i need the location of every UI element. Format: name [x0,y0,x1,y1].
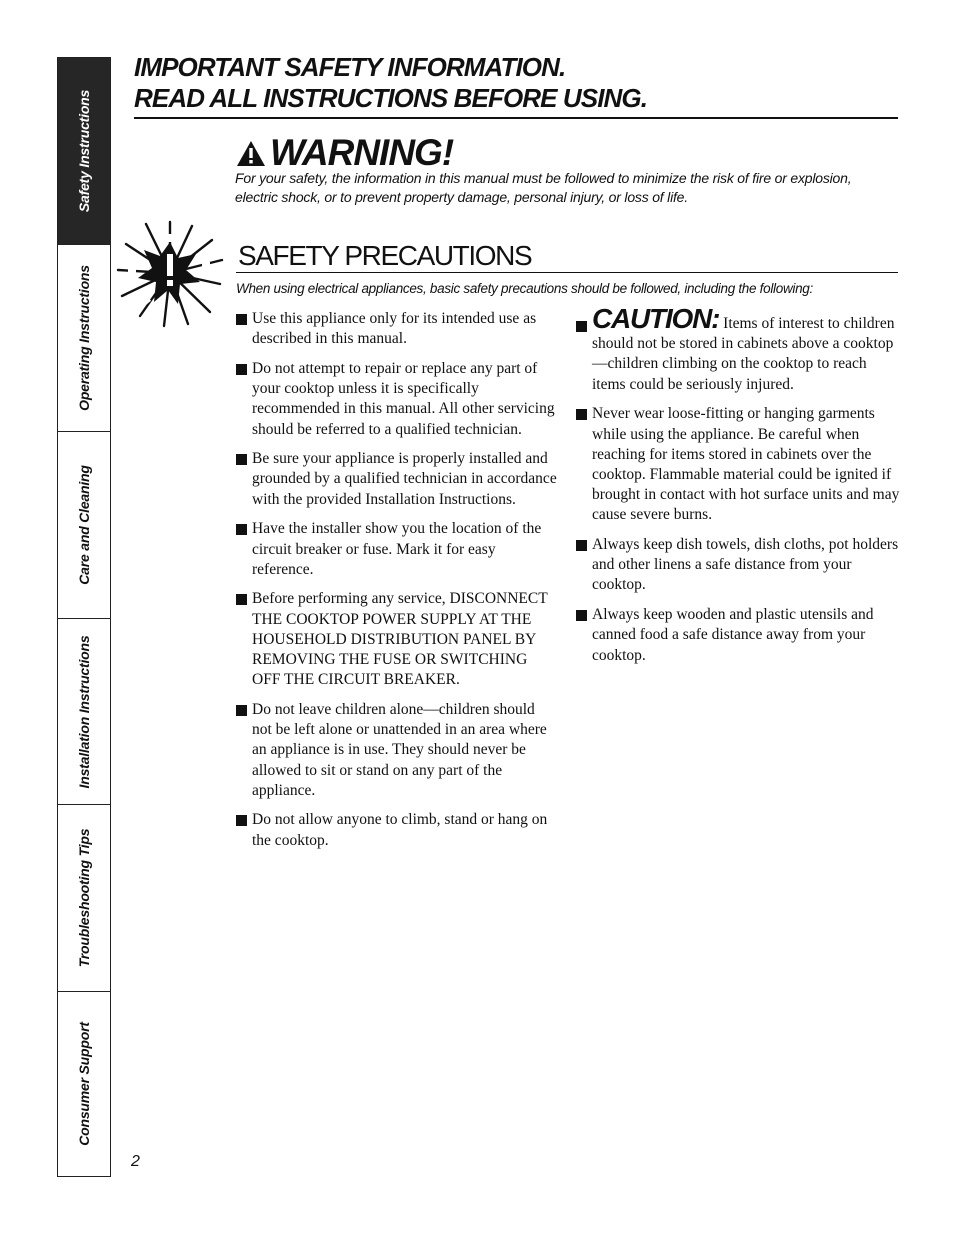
tab-label: Installation Instructions [76,635,92,788]
tab-label: Safety Instructions [76,89,92,213]
list-item: Always keep dish towels, dish cloths, pot holders and other linens a safe distance from your cooktop. [576,535,900,596]
section-intro: When using electrical appliances, basic safety precautions should be followed, including the following: [236,281,813,296]
square-bullet-icon [236,364,247,375]
list-item: Always keep wooden and plastic utensils and canned food a safe distance away from your cooktop. [576,605,900,666]
left-column [236,309,558,860]
page-number: 2 [131,1153,140,1170]
exclamation-burst-icon [114,218,226,328]
square-bullet-icon [236,594,247,605]
section-divider [236,272,898,273]
square-bullet-icon [236,314,247,325]
section-title: SAFETY PRECAUTIONS [238,240,532,271]
header-divider [134,117,898,119]
tab-label: Troubleshooting Tips [76,828,92,968]
list-item: Be sure your appliance is properly installed and grounded by a qualified technician in accordance with the provided Installation Instructions. [236,449,558,510]
tab-troubleshooting-tips[interactable] [58,805,110,992]
warning-title: WARNING! [270,132,454,173]
list-item: Never wear loose-fitting or hanging garments while using the appliance. Be careful when reaching for items stored in cabinets over the cooktop. Flammable material could be ignited if brought in contact with hot surface units and may cause severe burns. [576,404,900,525]
square-bullet-icon [236,454,247,465]
tab-installation-instructions[interactable] [58,619,110,805]
caution-item [576,303,900,395]
tab-label: Care and Cleaning [76,465,92,585]
list-item: Have the installer show you the location of the circuit breaker or fuse. Mark it for easy reference. [236,519,558,580]
page-title [134,52,898,114]
warning-triangle-icon [236,140,266,167]
page-title-line-1: IMPORTANT SAFETY INFORMATION. [134,52,566,82]
square-bullet-icon [236,705,247,716]
square-bullet-icon [576,321,587,332]
list-item: Use this appliance only for its intended use as described in this manual. [236,309,558,349]
square-bullet-icon [576,610,587,621]
tab-operating-instructions[interactable] [58,245,110,432]
square-bullet-icon [236,815,247,826]
tab-safety-instructions[interactable] [58,58,110,245]
page-title-line-2: READ ALL INSTRUCTIONS BEFORE USING. [134,83,648,113]
caution-text: Items of interest to children should not be stored in cabinets above a cooktop—children climbing on the cooktop to reach items could be seriously injured. [592,315,895,393]
warning-heading [236,133,453,173]
list-item: Do not allow anyone to climb, stand or hang on the cooktop. [236,810,558,850]
list-item: Before performing any service, DISCONNECT THE COOKTOP POWER SUPPLY AT THE HOUSEHOLD DISTRIBUTION PANEL BY REMOVING THE FUSE OR SWITCHING OFF THE CIRCUIT BREAKER. [236,589,558,690]
tab-consumer-support[interactable] [58,992,110,1176]
tab-care-and-cleaning[interactable] [58,432,110,619]
tab-label: Operating Instructions [76,265,92,411]
warning-text: For your safety, the information in this manual must be followed to minimize the risk of fire or explosion, electric shock, or to prevent property damage, personal injury, or loss of life. [235,170,852,205]
square-bullet-icon [576,409,587,420]
square-bullet-icon [576,540,587,551]
list-item: Do not attempt to repair or replace any part of your cooktop unless it is specifically recommended in this manual. All other servicing should be referred to a qualified technician. [236,359,558,440]
list-item: Do not leave children alone—children should not be left alone or unattended in an area where an appliance is in use. They should never be allowed to sit or stand on any part of the appliance. [236,700,558,801]
side-tab-bar [57,57,111,1177]
tab-label: Consumer Support [76,1022,92,1146]
right-column [576,303,900,675]
square-bullet-icon [236,524,247,535]
caution-label: CAUTION: [592,303,720,334]
